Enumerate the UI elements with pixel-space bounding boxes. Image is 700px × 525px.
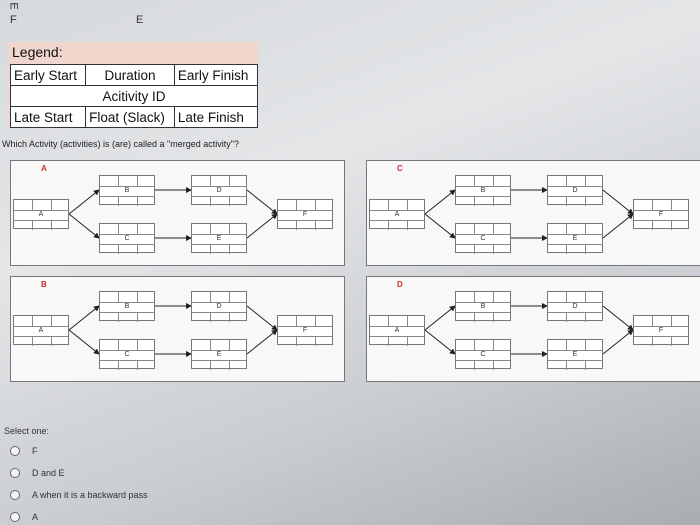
network-diagram-panel <box>366 276 700 382</box>
select-one-label: Select one: <box>4 426 50 436</box>
network-diagram-panel <box>366 160 700 266</box>
activity-node-c <box>99 339 155 369</box>
activity-id-label: B <box>480 303 486 310</box>
panel-label: D <box>397 280 403 289</box>
activity-node-f <box>633 199 689 229</box>
activity-id-label: F <box>302 327 308 334</box>
legend-early-start: Early Start <box>11 65 86 86</box>
legend-duration: Duration <box>86 65 175 86</box>
activity-node-f <box>277 315 333 345</box>
arrow-a-c <box>425 330 455 354</box>
arrow-e-f <box>603 214 633 238</box>
activity-node-b <box>99 291 155 321</box>
arrow-a-c <box>69 214 99 238</box>
legend-activity-id: Acitivity ID <box>11 86 258 107</box>
arrow-e-f <box>247 214 277 238</box>
activity-node-e <box>191 339 247 369</box>
arrow-a-b <box>425 306 455 330</box>
activity-id-label: F <box>658 327 664 334</box>
activity-id-label: B <box>124 187 130 194</box>
activity-id-label: B <box>480 187 486 194</box>
activity-node-c <box>455 223 511 253</box>
activity-node-b <box>99 175 155 205</box>
activity-id-label: D <box>216 303 222 310</box>
arrow-a-b <box>69 190 99 214</box>
activity-id-label: C <box>480 235 486 242</box>
arrow-a-c <box>69 330 99 354</box>
activity-id-label: C <box>124 235 130 242</box>
activity-id-label: B <box>124 303 130 310</box>
activity-node-c <box>99 223 155 253</box>
activity-node-d <box>547 175 603 205</box>
activity-node-a <box>13 199 69 229</box>
activity-id-label: C <box>124 351 130 358</box>
legend-early-finish: Early Finish <box>174 65 257 86</box>
arrow-a-b <box>425 190 455 214</box>
panel-label: B <box>41 280 47 289</box>
top-letter-3: E <box>136 14 144 26</box>
network-diagram-panel <box>10 276 345 382</box>
arrow-d-f <box>247 306 277 330</box>
legend-table <box>10 64 258 128</box>
activity-id-label: E <box>216 235 222 242</box>
arrow-e-f <box>247 330 277 354</box>
activity-node-a <box>369 199 425 229</box>
activity-node-a <box>369 315 425 345</box>
activity-id-label: E <box>572 235 578 242</box>
option-label: A when it is a backward pass <box>32 490 148 500</box>
radio-button[interactable] <box>10 512 20 522</box>
arrow-e-f <box>603 330 633 354</box>
activity-node-d <box>547 291 603 321</box>
activity-node-d <box>191 175 247 205</box>
option-label: F <box>32 446 38 456</box>
activity-node-b <box>455 175 511 205</box>
question-text: Which Activity (activities) is (are) called a "merged activity"? <box>2 139 239 149</box>
activity-node-e <box>547 223 603 253</box>
activity-node-e <box>547 339 603 369</box>
activity-id-label: D <box>216 187 222 194</box>
activity-id-label: A <box>38 327 44 334</box>
activity-node-c <box>455 339 511 369</box>
activity-id-label: A <box>394 211 400 218</box>
arrow-a-b <box>69 306 99 330</box>
activity-id-label: A <box>38 211 44 218</box>
activity-id-label: A <box>394 327 400 334</box>
option-4[interactable] <box>10 510 38 524</box>
activity-id-label: D <box>572 303 578 310</box>
network-diagram-panel <box>10 160 345 266</box>
activity-node-a <box>13 315 69 345</box>
activity-id-label: E <box>572 351 578 358</box>
option-label: A <box>32 512 39 522</box>
activity-id-label: C <box>480 351 486 358</box>
activity-node-f <box>277 199 333 229</box>
activity-id-label: D <box>572 187 578 194</box>
activity-node-b <box>455 291 511 321</box>
legend-box <box>8 42 258 128</box>
legend-title: Legend: <box>12 44 63 60</box>
top-letter-2: F <box>10 14 17 26</box>
activity-node-f <box>633 315 689 345</box>
option-label: D and E <box>32 468 65 478</box>
activity-node-d <box>191 291 247 321</box>
radio-button[interactable] <box>10 468 20 478</box>
activity-node-e <box>191 223 247 253</box>
legend-late-start: Late Start <box>11 107 86 128</box>
radio-button[interactable] <box>10 446 20 456</box>
arrow-d-f <box>603 190 633 214</box>
arrow-a-c <box>425 214 455 238</box>
top-letter-1: E <box>7 2 20 10</box>
activity-id-label: F <box>302 211 308 218</box>
radio-button[interactable] <box>10 490 20 500</box>
panel-label: C <box>397 164 403 173</box>
arrow-d-f <box>603 306 633 330</box>
option-2[interactable] <box>10 466 65 480</box>
panel-label: A <box>41 164 47 173</box>
legend-late-finish: Late Finish <box>174 107 257 128</box>
arrow-d-f <box>247 190 277 214</box>
option-3[interactable] <box>10 488 148 502</box>
option-1[interactable] <box>10 444 38 458</box>
legend-float: Float (Slack) <box>86 107 175 128</box>
activity-id-label: F <box>658 211 664 218</box>
activity-id-label: E <box>216 351 222 358</box>
